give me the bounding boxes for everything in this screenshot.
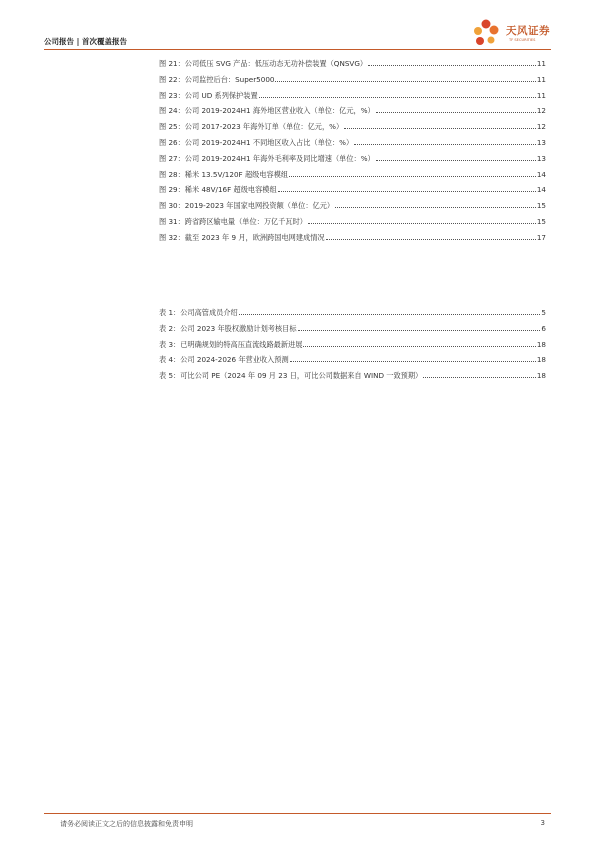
logo-petals-icon [468, 18, 504, 48]
figure-index-entry[interactable] [159, 119, 546, 131]
figure-index-entry-label: 图 28：稀米 13.5V/120F 超级电容模组 [159, 169, 289, 179]
dot-leader [423, 376, 536, 378]
figure-index-entry-label: 图 25：公司 2017-2023 年海外订单（单位：亿元，%） [159, 122, 344, 132]
dot-leader [298, 329, 541, 331]
page-number: 3 [540, 819, 545, 827]
dot-leader [303, 345, 535, 347]
figure-index-entry-page: 11 [536, 74, 546, 84]
table-index-entry-label: 表 2：公司 2023 年股权激励计划考核目标 [159, 323, 297, 333]
footer-disclaimer: 请务必阅读正文之后的信息披露和免责申明 [60, 820, 193, 828]
table-index-entry-page: 18 [536, 355, 546, 365]
dot-leader [278, 190, 536, 192]
figure-index-entry-label: 图 24：公司 2019-2024H1 海外地区营业收入（单位：亿元，%） [159, 106, 375, 116]
figure-index-entry[interactable] [159, 135, 546, 147]
figure-index-entry-page: 15 [536, 217, 546, 226]
figure-index-entry[interactable] [159, 72, 546, 84]
figure-index-entry-label: 图 29：稀米 48V/16F 超级电容模组 [159, 185, 277, 195]
figure-index-entry-label: 图 26：公司 2019-2024H1 不同地区收入占比（单位：%） [159, 138, 354, 147]
dot-leader [335, 206, 536, 208]
table-index-entry-page: 18 [536, 339, 546, 349]
figure-index-entry[interactable] [159, 56, 546, 68]
report-type-header: 公司报告 | 首次覆盖报告 [44, 37, 127, 46]
dot-leader [239, 313, 541, 315]
figure-index-entry[interactable] [159, 103, 546, 115]
table-index-entry-label: 表 3：已明确规划的特高压直流线路最新进展 [159, 339, 303, 349]
figure-index-entry-page: 13 [536, 153, 546, 163]
figure-index-entry-label: 图 30：2019-2023 年国家电网投资额（单位：亿元） [159, 201, 335, 211]
dot-leader [275, 80, 535, 82]
figure-index-entry-page: 14 [536, 169, 546, 179]
figure-index-entry[interactable] [159, 151, 546, 163]
figure-index-entry[interactable] [159, 167, 546, 179]
figure-index-entry-page: 12 [536, 106, 546, 116]
table-index-entry[interactable] [159, 321, 546, 333]
figure-index-entry-page: 11 [536, 90, 546, 100]
dot-leader [376, 159, 536, 161]
table-index-entry[interactable] [159, 352, 546, 364]
table-index-entry-page: 5 [541, 308, 546, 317]
table-index-entry[interactable] [159, 305, 546, 317]
figure-index-entry-label: 图 32：截至 2023 年 9 月，欧洲跨国电网建成情况 [159, 232, 325, 242]
logo-text: 天风证券 [506, 25, 550, 37]
table-index-entry[interactable] [159, 368, 546, 380]
figure-index-entry[interactable] [159, 198, 546, 210]
figure-index-entry[interactable] [159, 214, 546, 226]
table-index-entry-label: 表 5：可比公司 PE（2024 年 09 月 23 日，可比公司数据来自 WIND 一致预期） [159, 371, 423, 381]
dot-leader [308, 222, 536, 224]
dot-leader [344, 127, 536, 129]
figure-index-entry-page: 17 [536, 232, 546, 242]
dot-leader [376, 111, 536, 113]
figure-index-entry-label: 图 23：公司 UD 系列保护装置 [159, 90, 258, 100]
figure-index-entry[interactable] [159, 230, 546, 242]
table-index-entry-label: 表 1：公司高管成员介绍 [159, 308, 238, 317]
figure-index-entry-page: 15 [536, 201, 546, 211]
dot-leader [354, 143, 536, 145]
footer-divider [44, 813, 551, 814]
dot-leader [289, 175, 536, 177]
dot-leader [259, 96, 536, 98]
figure-index-entry-page: 11 [536, 59, 546, 68]
figure-index-entry[interactable] [159, 182, 546, 194]
figure-index-entry-label: 图 22：公司监控后台：Super5000 [159, 74, 275, 84]
table-index-entry[interactable] [159, 337, 546, 349]
figure-index-entry-label: 图 31：跨省跨区输电量（单位：万亿千瓦时） [159, 217, 307, 226]
figure-index-entry-page: 13 [536, 138, 546, 147]
logo-subtext: TF SECURITIES [509, 38, 536, 42]
figure-index-entry[interactable] [159, 88, 546, 100]
dot-leader [326, 238, 536, 240]
tf-securities-logo [468, 18, 558, 50]
dot-leader [368, 64, 536, 66]
header-divider [44, 49, 551, 50]
table-index-entry-label: 表 4：公司 2024-2026 年营业收入预测 [159, 355, 289, 365]
figure-index-entry-label: 图 21：公司低压 SVG 产品：低压动态无功补偿装置（QNSVG） [159, 59, 368, 68]
dot-leader [290, 360, 536, 362]
table-index-entry-page: 18 [536, 371, 546, 381]
figure-index-entry-page: 14 [536, 185, 546, 195]
table-index-entry-page: 6 [541, 323, 546, 333]
figure-index-entry-label: 图 27：公司 2019-2024H1 年海外毛利率及同比增速（单位：%） [159, 153, 375, 163]
figure-index-entry-page: 12 [536, 122, 546, 132]
